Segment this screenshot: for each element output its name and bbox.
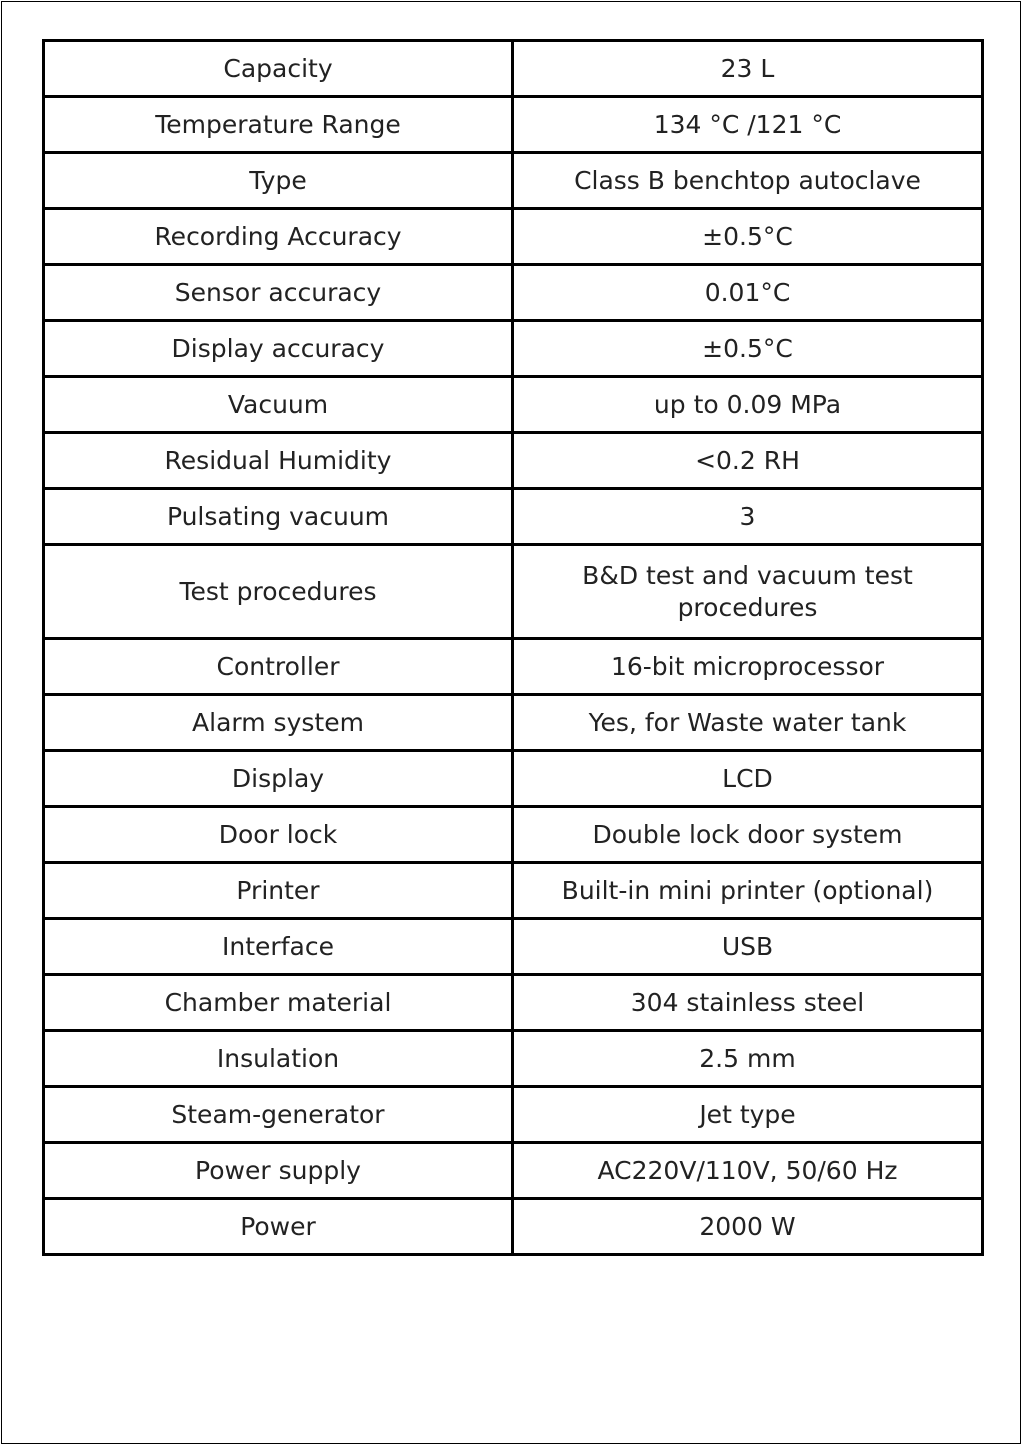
spec-label-power: Power [44,1199,513,1255]
table-row [44,209,983,265]
spec-value-vacuum: up to 0.09 MPa [513,377,983,433]
spec-value-power: 2000 W [513,1199,983,1255]
spec-label-sensor-accuracy: Sensor accuracy [44,265,513,321]
table-row [44,321,983,377]
table-row [44,639,983,695]
spec-value-alarm-system: Yes, for Waste water tank [513,695,983,751]
spec-label-chamber-material: Chamber material [44,975,513,1031]
table-row [44,433,983,489]
spec-value-residual-humidity: <0.2 RH [513,433,983,489]
spec-value-chamber-material: 304 stainless steel [513,975,983,1031]
spec-label-pulsating-vacuum: Pulsating vacuum [44,489,513,545]
table-row [44,1031,983,1087]
spec-value-power-supply: AC220V/110V, 50/60 Hz [513,1143,983,1199]
spec-label-interface: Interface [44,919,513,975]
spec-label-display-accuracy: Display accuracy [44,321,513,377]
spec-value-printer: Built-in mini printer (optional) [513,863,983,919]
spec-value-interface: USB [513,919,983,975]
spec-label-power-supply: Power supply [44,1143,513,1199]
spec-value-insulation: 2.5 mm [513,1031,983,1087]
table-row [44,807,983,863]
spec-label-residual-humidity: Residual Humidity [44,433,513,489]
spec-label-printer: Printer [44,863,513,919]
spec-value-steam-generator: Jet type [513,1087,983,1143]
spec-label-display: Display [44,751,513,807]
spec-value-recording-accuracy: ±0.5°C [513,209,983,265]
spec-label-recording-accuracy: Recording Accuracy [44,209,513,265]
spec-label-test-procedures: Test procedures [44,545,513,639]
table-row [44,975,983,1031]
spec-value-pulsating-vacuum: 3 [513,489,983,545]
spec-label-steam-generator: Steam-generator [44,1087,513,1143]
table-row [44,751,983,807]
table-row [44,545,983,639]
spec-table [42,39,984,1256]
spec-value-sensor-accuracy: 0.01°C [513,265,983,321]
table-row [44,863,983,919]
spec-label-door-lock: Door lock [44,807,513,863]
spec-value-display: LCD [513,751,983,807]
table-row [44,1199,983,1255]
table-row [44,919,983,975]
spec-value-test-procedures: B&D test and vacuum test procedures [513,545,983,639]
table-row [44,1143,983,1199]
spec-value-door-lock: Double lock door system [513,807,983,863]
spec-label-alarm-system: Alarm system [44,695,513,751]
table-row [44,153,983,209]
spec-label-type: Type [44,153,513,209]
spec-value-display-accuracy: ±0.5°C [513,321,983,377]
table-row [44,489,983,545]
table-row [44,41,983,97]
spec-value-temperature-range: 134 °C /121 °C [513,97,983,153]
spec-label-insulation: Insulation [44,1031,513,1087]
table-row [44,265,983,321]
spec-label-vacuum: Vacuum [44,377,513,433]
spec-value-type: Class B benchtop autoclave [513,153,983,209]
table-row [44,97,983,153]
spec-label-temperature-range: Temperature Range [44,97,513,153]
spec-label-capacity: Capacity [44,41,513,97]
spec-value-capacity: 23 L [513,41,983,97]
table-row [44,377,983,433]
spec-label-controller: Controller [44,639,513,695]
spec-value-controller: 16-bit microprocessor [513,639,983,695]
table-row [44,695,983,751]
table-row [44,1087,983,1143]
